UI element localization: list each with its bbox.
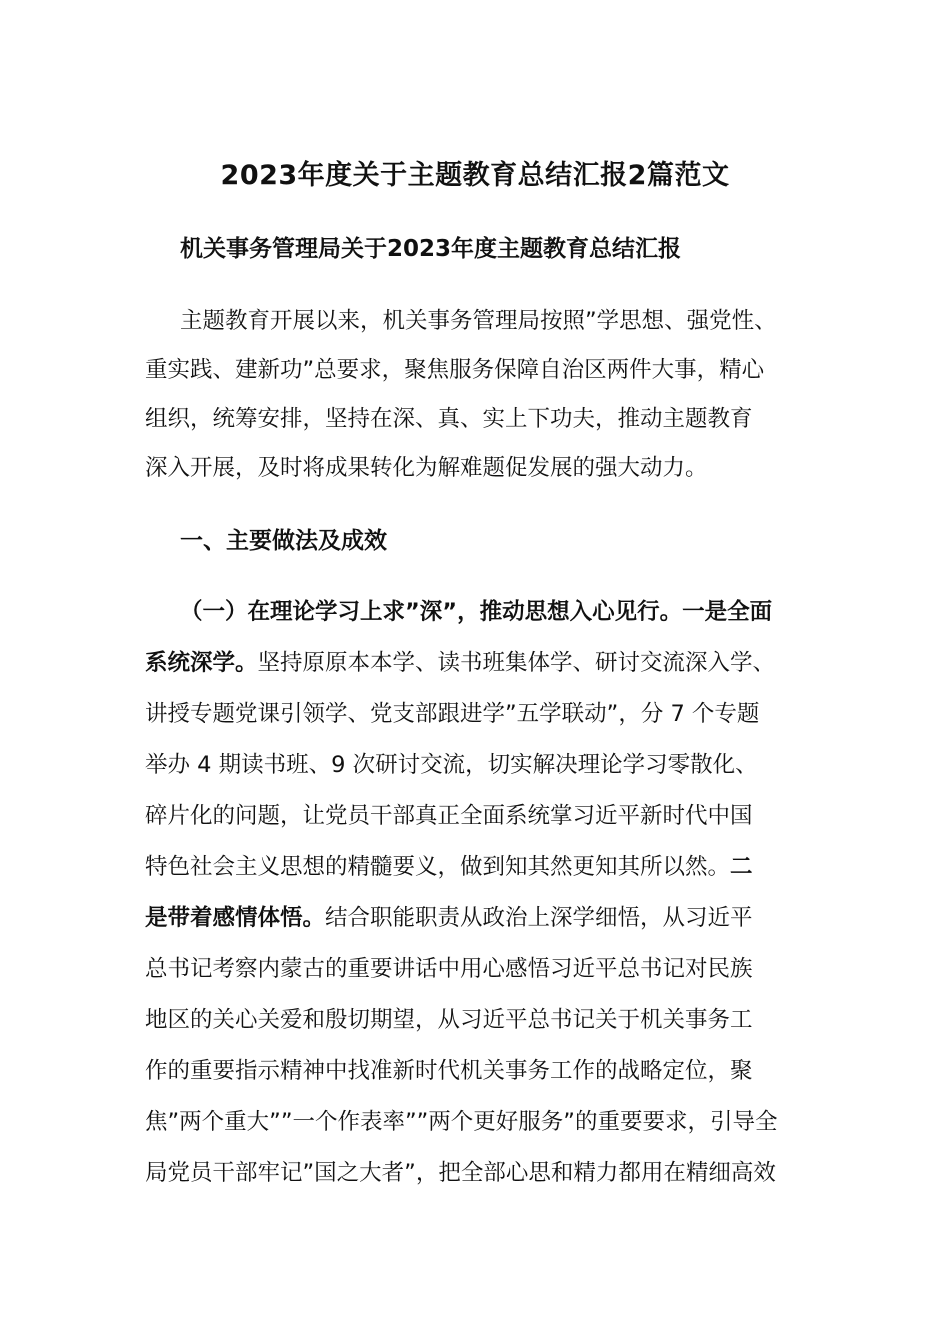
inline-bold-text: 是带着感情体悟。 [145,905,326,931]
body-line: 作的重要指示精神中找准新时代机关事务工作的战略定位，聚 [145,1058,753,1084]
inline-text: 特色社会主义思想的精髓要义，做到知其然更知其所以然。 [145,854,731,880]
inline-text: 结合职能职责从政治上深学细悟，从习近平 [325,905,753,931]
document-subtitle: 机关事务管理局关于2023年度主题教育总结汇报 [180,236,682,262]
body-line [145,645,775,681]
intro-line: 组织，统筹安排，坚持在深、真、实上下功夫，推动主题教育 [145,406,753,432]
intro-line: 重实践、建新功”总要求，聚焦服务保障自治区两件大事，精心 [145,357,765,383]
section-heading: 一、主要做法及成效 [180,528,387,554]
body-line [145,900,753,936]
document-title: 2023年度关于主题教育总结汇报2篇范文 [220,160,730,191]
intro-line: 主题教育开展以来，机关事务管理局按照”学思想、强党性、 [180,308,777,334]
intro-line: 深入开展，及时将成果转化为解难题促发展的强大动力。 [145,455,708,481]
inline-bold-text: 系统深学。 [145,650,258,676]
body-line [145,849,753,885]
body-line: 局党员干部牢记”国之大者”，把全部心思和精力都用在精细高效 [145,1160,776,1186]
inline-text: 坚持原原本本学、读书班集体学、研讨交流深入学、 [257,650,776,676]
body-line: 碎片化的问题，让党员干部真正全面系统掌习近平新时代中国 [145,803,753,829]
body-line: 焦”两个重大””一个作表率””两个更好服务”的重要要求，引导全 [145,1109,778,1135]
body-line: 讲授专题党课引领学、党支部跟进学”五学联动”，分 7 个专题 [145,701,760,727]
body-line: （一）在理论学习上求”深”，推动思想入心见行。一是全面 [180,599,773,625]
body-line: 举办 4 期读书班、9 次研讨交流，切实解决理论学习零散化、 [145,752,758,778]
inline-bold-text: 二 [730,854,753,880]
body-line: 总书记考察内蒙古的重要讲话中用心感悟习近平总书记对民族 [145,956,753,982]
body-line: 地区的关心关爱和殷切期望，从习近平总书记关于机关事务工 [145,1007,753,1033]
